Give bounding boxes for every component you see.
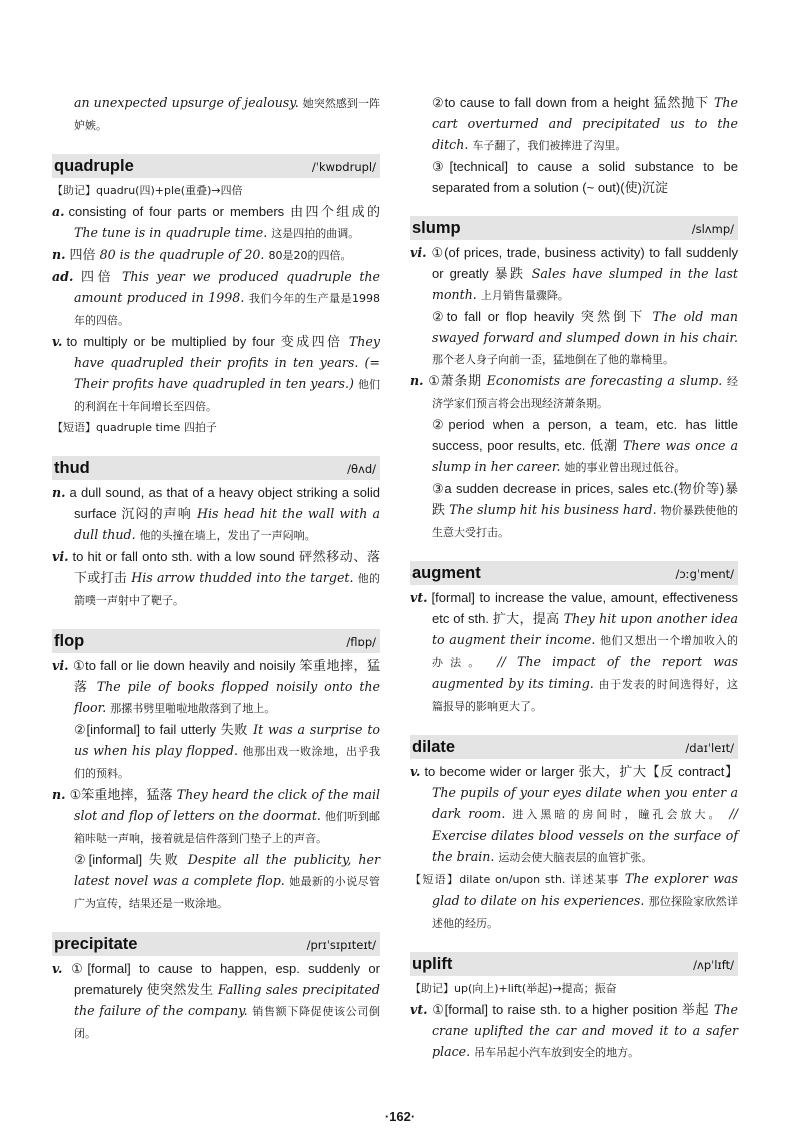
headword: uplift [412, 955, 453, 973]
left-column [52, 92, 380, 1044]
sense-transitive-verb: vt. [formal] to increase the value, amount, effectiveness etc of sth. 扩大，提高 They hit upon another idea to augment their income. 他们又想出一个增加收入的办法。 // The impact of the report was augmented by its timing. 由于发表的时间选得好，这篇报导的影响更大了。 [410, 590, 739, 713]
translation-text: 上月销售量骤降。 [480, 289, 569, 302]
translation-text: 他的箭噗一声射中了靶子。 [74, 572, 380, 607]
headword: augment [412, 564, 481, 582]
sense-intransitive-verb-2 [410, 306, 738, 370]
sense-verb-1: v. ①[formal] to cause to happen, esp. suddenly or prematurely 使突然发生 Falling sales precipitated the failure of the company. 销售额下降促使该公司倒闭。 [52, 961, 380, 1040]
example-text: Falling sales precipitated the failure of the company. [74, 982, 380, 1018]
pronunciation: /ʌpˈlɪft/ [693, 958, 734, 972]
pronunciation: /flɒp/ [346, 635, 376, 649]
example-text: // Exercise dilates blood vessels on the surface of the brain. [432, 806, 738, 864]
translation-text: 80是20的四倍。 [268, 249, 352, 262]
sense-transitive-verb-1: vt. ①[formal] to raise sth. to a higher position 举起 The crane uplifted the car and moved it to a safer place. 吊车吊起小汽车放到安全的地方。 [410, 1002, 738, 1059]
headword: flop [54, 632, 85, 650]
entry-header-uplift [410, 952, 738, 976]
sense-verb-3 [410, 156, 738, 198]
sense-noun: n. a dull sound, as that of a heavy object striking a solid surface 沉闷的声响 His head hit the wall with a dull thud. 他的头撞在墙上，发出了一声闷响。 [52, 485, 380, 542]
phrase-text: 【短语】dilate on/upon sth. 详述某事 [410, 873, 620, 886]
example-text: The slump hit his business hard. [449, 502, 657, 517]
sense-adverb: ad. 四倍 This year we produced quadruple the amount produced in 1998. 我们今年的生产量是1998年的四倍。 [52, 269, 381, 327]
sense-noun-2 [410, 414, 738, 478]
example-text: His head hit the wall with a dull thud. [74, 506, 380, 542]
translation-text: 运动会使大脑表层的血管扩张。 [498, 851, 653, 864]
example-text: 80 is the quadruple of 20. [99, 247, 265, 262]
translation-text: 吊车吊起小汽车放到安全的地方。 [474, 1046, 640, 1059]
definition: ①[formal] to cause to happen, esp. suddenly or prematurely 使突然发生 [66, 961, 380, 997]
phrase-note: 【短语】quadruple time 四拍子 [52, 421, 217, 434]
example-text: The explorer was glad to dilate on his experiences. [432, 871, 738, 908]
definition: ①萧条期 [427, 373, 482, 388]
page-number: ·162· [384, 1109, 416, 1124]
entry-header-precipitate [52, 932, 380, 956]
example-text: The cart overturned and precipitated us to the ditch. [432, 95, 738, 152]
example-text: There was once a slump in her career. [432, 438, 738, 474]
definition: consisting of four parts or members 由四个组成的 [68, 204, 380, 219]
sense-noun-2 [52, 849, 380, 914]
example-text: This year we produced quadruple the amount produced in 1998. [74, 269, 380, 305]
headword: quadruple [54, 157, 134, 175]
translation-text: 我们今年的生产量是1998年的四倍。 [74, 292, 381, 327]
definition: ②period when a person, a team, etc. has little success, poor results, etc. 低潮 [432, 417, 738, 453]
pronunciation: /prɪˈsɪpɪteɪt/ [306, 938, 376, 952]
pronunciation: /ˈkwɒdrupl/ [311, 160, 376, 174]
pronunciation: /daɪˈleɪt/ [685, 741, 734, 755]
definition: ②to cause to fall down from a height 猛然抛下 [432, 95, 710, 110]
example-text: Economists are forecasting a slump. [486, 373, 723, 388]
example-text: Despite all the publicity, her latest novel was a complete flop. [74, 852, 380, 888]
entry-header-dilate [410, 735, 738, 759]
sense-noun: n. 四倍 80 is the quadruple of 20. 80是20的四倍。 [52, 247, 352, 262]
definition: a dull sound, as that of a heavy object striking a solid surface 沉闷的声响 [69, 485, 380, 521]
example-text: They have quadrupled their profits in ten years. (= Their profits have quadrupled in ten years.) [74, 334, 380, 391]
example-text: The old man swayed forward and slumped down in his chair. [432, 309, 738, 345]
translation-text: 他那出戏一败涂地，出乎我们的预料。 [74, 745, 380, 780]
definition: ①(of prices, trade, business activity) to fall suddenly or greatly 暴跌 [430, 245, 738, 281]
headword: slump [412, 219, 461, 237]
headword: dilate [412, 738, 456, 756]
phrase-note [410, 868, 738, 934]
definition: ②[informal] to fail utterly 失败 [74, 722, 249, 737]
definition: [formal] to increase the value, amount, effectiveness etc of sth. 扩大，提高 [431, 590, 738, 626]
translation-text: 他的头撞在墙上，发出了一声闷响。 [139, 529, 316, 542]
translation-text: 她突然感到一阵妒嫉。 [74, 97, 381, 132]
definition: 四倍 [77, 269, 115, 284]
sense-intransitive-verb-1: vi. ①to fall or lie down heavily and noisily 笨重地摔，猛落 The pile of books flopped noisily onto the floor. 那摞书劈里啪啦地散落到了地上。 [52, 658, 380, 715]
sense-noun-1: n. ①笨重地摔，猛落 They heard the click of the mail slot and flop of letters on the doormat. 他们听到邮箱咔哒一声响，接着就是信件落到门垫子上的声音。 [52, 787, 381, 845]
example-text: They heard the click of the mail slot and flop of letters on the doormat. [74, 787, 381, 823]
definition: ③a sudden decrease in prices, sales etc.(物价等)暴跌 [432, 481, 738, 517]
translation-text: 销售额下降促使该公司倒闭。 [74, 1005, 380, 1040]
example-text: The crane uplifted the car and moved it to a safer place. [432, 1002, 738, 1059]
sense-intransitive-verb: vi. to hit or fall onto sth. with a low sound 砰然移动、落下或打击 His arrow thudded into the target. 他的箭噗一声射中了靶子。 [52, 549, 380, 607]
headword: thud [54, 459, 90, 477]
sense-intransitive-verb-1: vi. ①(of prices, trade, business activity) to fall suddenly or greatly 暴跌 Sales have slumped in the last month. 上月销售量骤降。 [410, 245, 738, 302]
sense-noun-3 [410, 478, 738, 543]
pronunciation: /ɔːgˈment/ [675, 567, 734, 581]
translation-text: 他们听到邮箱咔哒一声响，接着就是信件落到门垫子上的声音。 [74, 810, 380, 845]
translation-text: 她最新的小说尽管广为宣传，结果还是一败涂地。 [74, 875, 380, 910]
definition: ②to fall or flop heavily 突然倒下 [432, 309, 646, 324]
entry-header-thud [52, 456, 380, 480]
entry-header-slump [410, 216, 738, 240]
pronunciation: /θʌd/ [347, 462, 376, 476]
sense-noun-1: n. ①萧条期 Economists are forecasting a slump. 经济学家们预言将会出现经济萧条期。 [410, 373, 738, 410]
mnemonic: 【助记】quadru(四)+ple(重叠)→四倍 [52, 184, 243, 197]
entry-header-quadruple [52, 154, 380, 178]
mnemonic: 【助记】up(向上)+lift(举起)→提高；振奋 [410, 982, 617, 995]
definition: 四倍 [69, 247, 96, 262]
sense-verb: v. to multiply or be multiplied by four 变成四倍 They have quadrupled their profits in ten years. (= Their profits have quadrupled in ten years.) 他们的利润在十年间增长至四倍。 [52, 334, 380, 413]
definition: ③[technical] to cause a solid substance to be separated from a solution (~ out)(使)沉淀 [432, 159, 738, 195]
translation-text: 进入黑暗的房间时，瞳孔会放大。 [512, 808, 723, 821]
translation-text: 他们的利润在十年间增长至四倍。 [74, 378, 380, 413]
definition: ②[informal] 失败 [74, 852, 181, 867]
translation-text: 她的事业曾出现过低谷。 [564, 461, 686, 474]
example-text: an unexpected upsurge of jealousy. [74, 95, 299, 110]
definition: ①[formal] to raise sth. to a higher position 举起 [431, 1002, 710, 1017]
example-text: // The impact of the report was augmented by its timing. [432, 654, 738, 691]
translation-text: 那位探险家欣然详述他的经历。 [432, 895, 738, 930]
sense-adjective: a. consisting of four parts or members 由四个组成的 The tune is in quadruple time. 这是四拍的曲调。 [52, 204, 380, 240]
translation-text: 那个老人身子向前一歪，猛地倒在了他的靠椅里。 [432, 353, 674, 366]
definition: ①笨重地摔，猛落 [69, 787, 173, 802]
translation-text: 他们又想出一个增加收入的办法。 [432, 634, 739, 669]
translation-text: 由于发表的时间选得好，这篇报导的影响更大了。 [432, 678, 739, 713]
definition: to become wider or larger 张大，扩大【反 contract】 [424, 764, 738, 779]
entry-header-flop [52, 629, 380, 653]
intro-entry [52, 92, 380, 136]
definition: ①to fall or lie down heavily and noisily 笨重地摔，猛落 [72, 658, 380, 694]
sense-verb: v. to become wider or larger 张大，扩大【反 contract】 The pupils of your eyes dilate when you enter a dark room. 进入黑暗的房间时，瞳孔会放大。 // Exercise dilates blood vessels on the surface of the brain. 运动会使大脑表层的血管扩张。 [410, 764, 738, 864]
translation-text: 这是四拍的曲调。 [271, 227, 360, 240]
definition: to multiply or be multiplied by four 变成四倍 [66, 334, 343, 349]
translation-text: 那摞书劈里啪啦地散落到了地上。 [110, 702, 276, 715]
example-text: The tune is in quadruple time. [74, 225, 268, 240]
entry-header-augment [410, 561, 738, 585]
translation-text: 经济学家们预言将会出现经济萧条期。 [432, 375, 738, 410]
example-text: The pile of books flopped noisily onto the floor. [74, 679, 380, 715]
example-text: The pupils of your eyes dilate when you enter a dark room. [432, 785, 738, 821]
example-text: It was a surprise to us when his play flopped. [74, 722, 380, 758]
pronunciation: /slʌmp/ [691, 222, 734, 236]
translation-text: 物价暴跌使他的生意大受打击。 [432, 504, 738, 539]
right-column [410, 92, 738, 1063]
sense-verb-2 [410, 92, 738, 156]
definition: to hit or fall onto sth. with a low sound 砰然移动、落下或打击 [72, 549, 380, 585]
example-text: They hit upon another idea to augment their income. [432, 611, 738, 647]
translation-text: 车子翻了，我们被摔进了沟里。 [472, 139, 627, 152]
example-text: Sales have slumped in the last month. [432, 266, 738, 302]
example-text: His arrow thudded into the target. [131, 570, 354, 585]
sense-intransitive-verb-2 [52, 719, 380, 784]
headword: precipitate [54, 935, 138, 953]
